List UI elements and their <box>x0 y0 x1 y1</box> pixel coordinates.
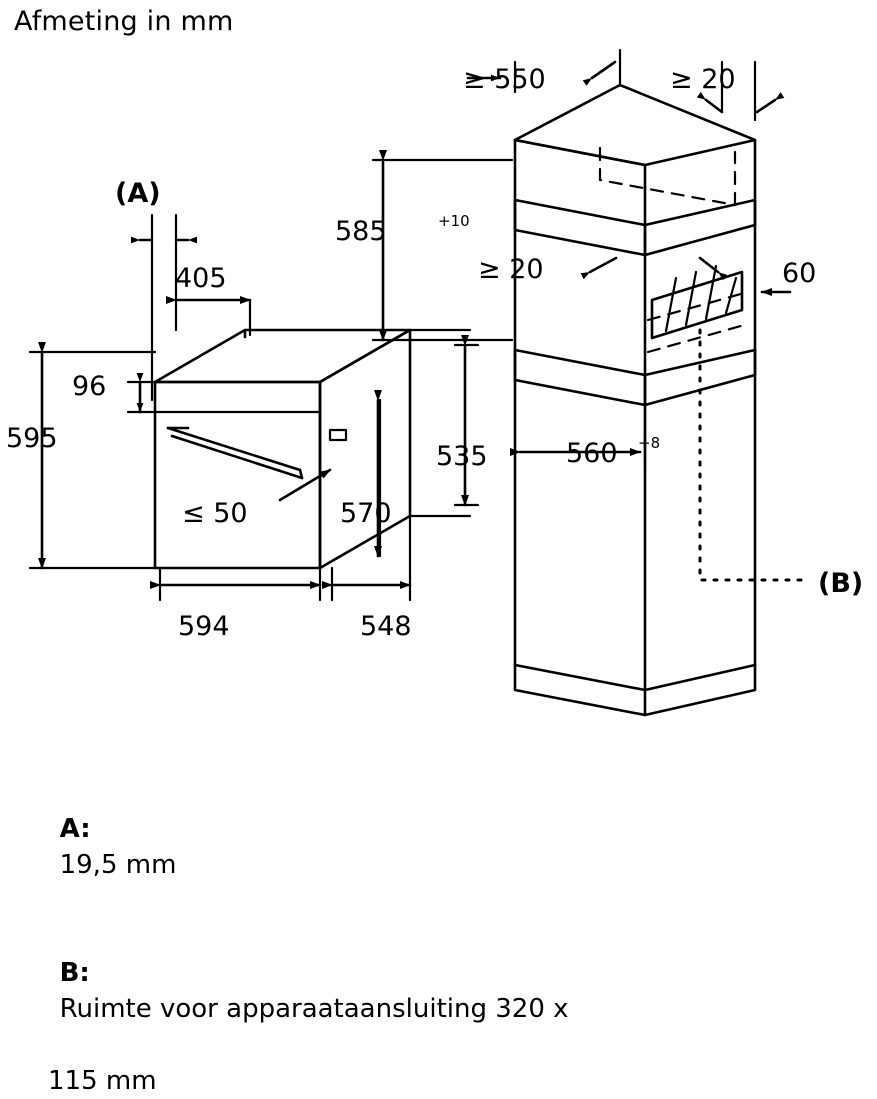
label-570: 570 <box>340 498 392 529</box>
label-585-tolerance: +10 <box>438 212 470 230</box>
dim-ge20-mid <box>590 258 720 272</box>
label-ge550: ≥ 550 <box>463 64 546 95</box>
label-ge20-mid: ≥ 20 <box>478 254 544 285</box>
label-595: 595 <box>6 423 58 454</box>
label-96: 96 <box>72 371 107 402</box>
legend-b-key: B: <box>59 958 99 988</box>
label-548: 548 <box>360 611 412 642</box>
legend-row-a <box>10 775 870 919</box>
dim-a-marker <box>140 215 188 400</box>
label-535: 535 <box>436 441 488 472</box>
dim-535 <box>455 345 478 505</box>
dim-585 <box>373 160 512 340</box>
legend-row-b <box>10 919 870 1063</box>
legend-a-key: A: <box>59 814 100 844</box>
label-60: 60 <box>782 258 817 289</box>
dim-405 <box>176 300 250 335</box>
label-le50: ≤ 50 <box>182 498 248 529</box>
legend <box>10 775 870 1099</box>
legend-a-value: 19,5 mm <box>59 850 177 880</box>
page-title: Afmeting in mm <box>14 6 234 37</box>
dim-594 <box>160 568 320 600</box>
label-ge20-top: ≥ 20 <box>670 64 736 95</box>
label-585: 585 <box>335 216 387 247</box>
cabinet-body <box>515 85 810 715</box>
label-594: 594 <box>178 611 230 642</box>
tag-b: (B) <box>818 568 864 599</box>
oven-body <box>155 330 410 568</box>
tag-a: (A) <box>115 178 161 209</box>
label-405: 405 <box>175 263 227 294</box>
label-560: 560 <box>566 438 618 469</box>
legend-b-value-line2: 115 mm <box>48 1066 157 1096</box>
legend-b-value-line1: Ruimte voor apparaataansluiting 320 x <box>59 994 569 1024</box>
label-560-tolerance: +8 <box>638 434 661 452</box>
oven-right-ext <box>410 330 470 516</box>
